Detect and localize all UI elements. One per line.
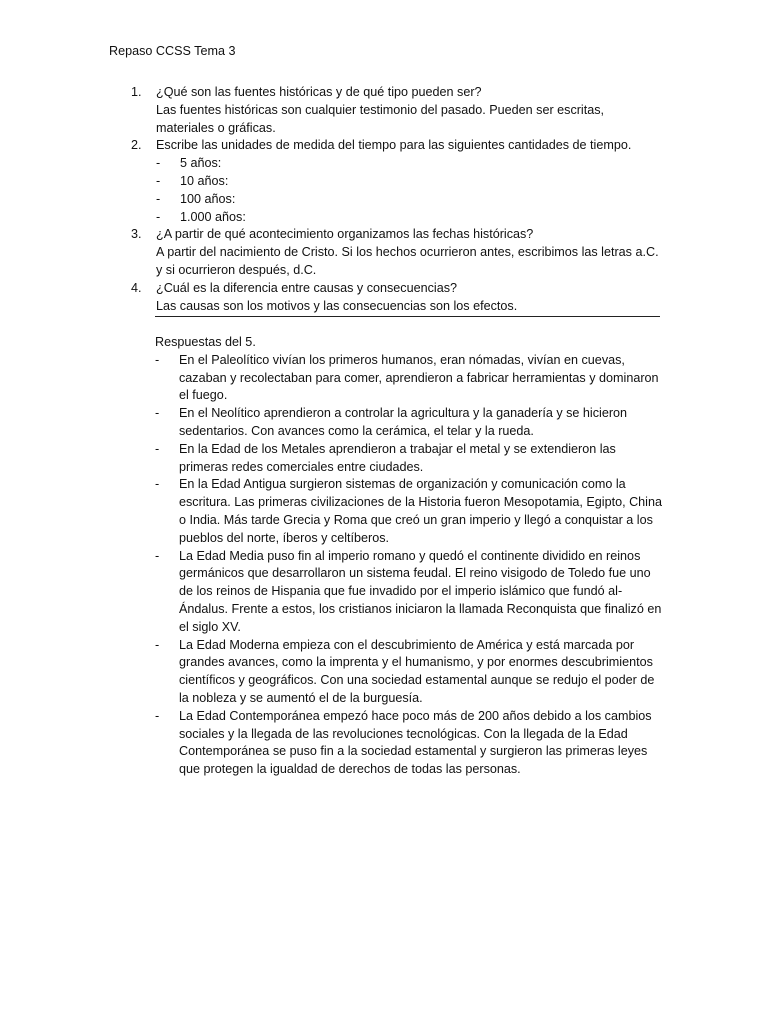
unit-label: 10 años:: [180, 173, 229, 188]
unit-label: 5 años:: [180, 156, 222, 171]
question-number: 2.: [131, 138, 142, 153]
question-item-1: [131, 84, 661, 137]
question-answer: A partir del nacimiento de Cristo. Si los hechos ocurrieron antes, escribimos las letras a.C. y si ocurrieron después, d.C.: [156, 245, 659, 277]
question-text: ¿A partir de qué acontecimiento organizamos las fechas históricas?: [156, 227, 534, 242]
dash-bullet: -: [156, 156, 161, 171]
list-item: [156, 209, 661, 227]
list-item: [155, 405, 665, 441]
answer-text: En la Edad Antigua surgieron sistemas de organización y comunicación como la escritura. Las primeras civilizaciones de la Historia fueron Mesopotamia, Egipto, China o India. Más tarde Grecia y Roma que creó un gran imperio y llegó a conquistar a los pueblos del norte, íberos y celtíberos.: [179, 477, 662, 545]
dash-bullet: -: [155, 708, 160, 723]
answer-text: La Edad Contemporánea empezó hace poco más de 200 años debido a los cambios sociales y la llegada de las revoluciones tecnológicas. Con la llegada de la Edad Contemporánea se puso fin a la sociedad estamental y surgieron las primeras leyes que protegen la igualdad de derechos de todas las personas.: [179, 708, 652, 777]
answer-text: En la Edad de los Metales aprendieron a trabajar el metal y se extendieron las primeras redes comerciales entre ciudades.: [179, 441, 616, 474]
dash-bullet: -: [156, 191, 161, 206]
dash-bullet: -: [156, 209, 161, 224]
dash-bullet: -: [155, 406, 160, 421]
answer-text: En el Paleolítico vivían los primeros humanos, eran nómadas, vivían en cuevas, cazaban y recolectaban para comer, aprendieron a fabricar herramientas y dominaron el fuego.: [179, 352, 659, 403]
question-list: [131, 84, 661, 315]
question-item-4: [131, 280, 661, 316]
question-number: 3.: [131, 227, 142, 242]
question-body: [156, 226, 661, 279]
section-divider: [155, 316, 660, 317]
time-units-list: [156, 155, 661, 226]
list-item: [155, 352, 665, 405]
question-body: [156, 137, 661, 226]
answer-text: La Edad Moderna empieza con el descubrimiento de América y está marcada por grandes avances, como la imprenta y el humanismo, y por enormes descubrimientos científicos y geográficos. Con una sociedad estamental aunque se redujo el poder de la nobleza y se aumentó el de la burguesía.: [179, 637, 655, 705]
question-text: Escribe las unidades de medida del tiempo para las siguientes cantidades de tiempo.: [156, 138, 632, 153]
question-text: ¿Qué son las fuentes históricas y de qué tipo pueden ser?: [156, 85, 482, 99]
question-item-2: [131, 137, 661, 226]
answers-heading: Respuestas del 5.: [155, 335, 256, 349]
list-item: [155, 441, 665, 477]
question-item-3: [131, 226, 661, 279]
answers-section: [155, 334, 665, 779]
list-item: [156, 191, 661, 209]
dash-bullet: -: [155, 548, 160, 563]
dash-bullet: -: [155, 352, 160, 367]
unit-label: 1.000 años:: [180, 209, 246, 224]
question-answer: Las fuentes históricas son cualquier testimonio del pasado. Pueden ser escritas, materiales o gráficas.: [156, 102, 605, 135]
unit-label: 100 años:: [180, 191, 236, 206]
list-item: [155, 708, 665, 779]
dash-bullet: -: [156, 173, 161, 188]
list-item: [155, 637, 665, 708]
list-item: [156, 173, 661, 191]
answer-text: En el Neolítico aprendieron a controlar la agricultura y la ganadería y se hicieron sedentarios. Con avances como la cerámica, el telar y la rueda.: [179, 406, 628, 438]
question-body: [156, 84, 661, 137]
question-answer: Las causas son los motivos y las consecuencias son los efectos.: [156, 298, 518, 313]
list-item: [155, 548, 665, 637]
question-body: [156, 280, 661, 316]
list-item: [155, 476, 665, 547]
dash-bullet: -: [155, 441, 160, 456]
question-number: 4.: [131, 280, 142, 295]
dash-bullet: -: [155, 637, 160, 652]
dash-bullet: -: [155, 477, 160, 492]
document-title: Repaso CCSS Tema 3: [109, 44, 236, 58]
question-number: 1.: [131, 85, 142, 99]
question-text: ¿Cuál es la diferencia entre causas y consecuencias?: [156, 280, 458, 295]
list-item: [156, 155, 661, 173]
answer-text: La Edad Media puso fin al imperio romano y quedó el continente dividido en reinos germánicos que desarrollaron un sistema feudal. El reino visigodo de Toledo fue uno de los reinos de Hispania que fue invadido por el imperio islámico que fundó al-Ándalus. Frente a estos, los cristianos iniciaron la llamada Reconquista que finalizó en el siglo XV.: [179, 548, 662, 634]
